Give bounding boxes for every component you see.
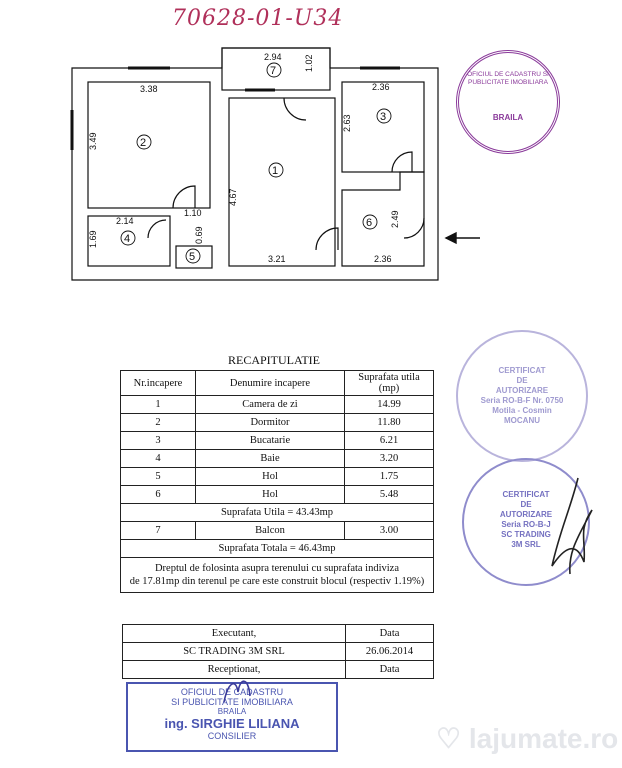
dim-balcony-width: 2.94 — [264, 52, 282, 62]
floor-plan — [0, 0, 622, 300]
room-label-4: 4 — [124, 233, 131, 245]
executant-table — [122, 624, 434, 679]
initials-scribble — [218, 672, 258, 712]
consilier-stamp-line2: SI PUBLICITATE IMOBILIARA — [171, 697, 293, 707]
signature — [540, 470, 600, 580]
recap-table — [120, 370, 434, 593]
dim-room1-width: 3.21 — [268, 254, 286, 264]
executant-date: 26.06.2014 — [346, 643, 434, 661]
header-name: Denumire incapere — [196, 371, 345, 396]
door-balcony — [284, 98, 306, 120]
consilier-stamp-line1: OFICIUL DE CADASTRU — [180, 687, 284, 697]
cadastre-stamp-text: OFICIUL DE CADASTRU SI PUBLICITATE IMOBILIARA — [467, 71, 549, 86]
room-label-1: 1 — [272, 165, 279, 177]
room-2-outline — [88, 82, 210, 208]
door-bath — [148, 220, 166, 238]
dim-room3-width: 2.36 — [372, 82, 390, 92]
header-nr: Nr.incapere — [121, 371, 196, 396]
handwritten-code: 70628-01-U34 — [172, 6, 344, 31]
room-label-7: 7 — [270, 65, 277, 77]
executant-company: SC TRADING 3M SRL — [123, 643, 346, 661]
watermark-text: lajumate.ro — [468, 723, 619, 754]
dim-room4-depth: 1.69 — [88, 230, 98, 248]
cert2-line-f: 3M SRL — [511, 540, 541, 549]
dim-hall-width: 1.10 — [184, 208, 202, 218]
door-kitchen — [392, 152, 412, 172]
dim-room6-depth: 2.49 — [390, 210, 400, 228]
cert2-line-a: CERTIFICAT — [502, 490, 550, 499]
cadastre-stamp — [456, 50, 560, 154]
land-note-line2: de 17.81mp din terenul pe care este construit blocul (respectiv 1.19%) — [129, 576, 425, 587]
recap-title: RECAPITULATIE — [228, 353, 320, 367]
room-label-6: 6 — [366, 217, 373, 229]
dim-room3-depth: 2.63 — [342, 114, 352, 132]
room-1-outline — [229, 98, 335, 266]
table-row: 3 Bucatarie 6.21 — [121, 432, 434, 450]
dim-room4-width: 2.14 — [116, 216, 134, 226]
watermark-logo — [436, 722, 618, 755]
table-row: 6 Hol 5.48 — [121, 486, 434, 504]
land-note-line1: Dreptul de folosinta asupra terenului cu suprafata indiviza — [154, 563, 400, 574]
room-label-5: 5 — [189, 251, 196, 263]
cert1-line-c: AUTORIZARE — [495, 386, 549, 395]
room-label-3: 3 — [380, 111, 387, 123]
cert1-line-a: CERTIFICAT — [498, 366, 546, 375]
heart-icon: ♡ — [436, 723, 462, 754]
land-note — [121, 558, 434, 593]
door-hall — [173, 186, 195, 208]
cert2-line-b: DE — [520, 500, 532, 509]
cert1-line-b: DE — [516, 376, 528, 385]
door-entrance — [404, 218, 424, 238]
table-row: 2 Dormitor 11.80 — [121, 414, 434, 432]
cert1-line-d: Seria RO-B-F Nr. 0750 — [480, 396, 564, 405]
dim-room6-width: 2.36 — [374, 254, 392, 264]
header-area: Suprafata utila (mp) — [345, 371, 434, 396]
dim-room2-depth: 3.49 — [88, 132, 98, 150]
room-6-outline — [342, 172, 424, 266]
receptionat-label: Receptionat, — [123, 661, 346, 679]
consilier-stamp-line3: BRAILA — [217, 707, 247, 716]
consilier-stamp-title: CONSILIER — [207, 731, 257, 741]
total-utila: Suprafata Utila = 43.43mp — [121, 504, 434, 522]
table-row: 1 Camera de zi 14.99 — [121, 396, 434, 414]
cert2-line-c: AUTORIZARE — [499, 510, 553, 519]
dim-room2-width: 3.38 — [140, 84, 158, 94]
dim-room5-depth: 0.69 — [194, 226, 204, 244]
dim-room1-depth: 4.67 — [228, 188, 238, 206]
receptionat-date-label: Data — [346, 661, 434, 679]
cert2-line-e: SC TRADING — [501, 530, 551, 539]
cert1-line-f: MOCANU — [504, 416, 540, 425]
certificate-stamp-1 — [456, 330, 588, 462]
executant-label: Executant, — [123, 625, 346, 643]
consilier-stamp-name: ing. SIRGHIE LILIANA — [164, 716, 300, 731]
cert2-line-d: Seria RO-B-J — [501, 520, 551, 529]
room-label-2: 2 — [140, 137, 147, 149]
executant-date-label: Data — [346, 625, 434, 643]
table-row: 4 Baie 3.20 — [121, 450, 434, 468]
table-row: 5 Hol 1.75 — [121, 468, 434, 486]
table-row: 7 Balcon 3.00 — [121, 522, 434, 540]
total-totala: Suprafata Totala = 46.43mp — [121, 540, 434, 558]
dim-balcony-depth: 1.02 — [304, 54, 314, 72]
cadastre-stamp-city: BRAILA — [492, 113, 524, 122]
cert1-line-e: Motila - Cosmin — [492, 406, 552, 415]
